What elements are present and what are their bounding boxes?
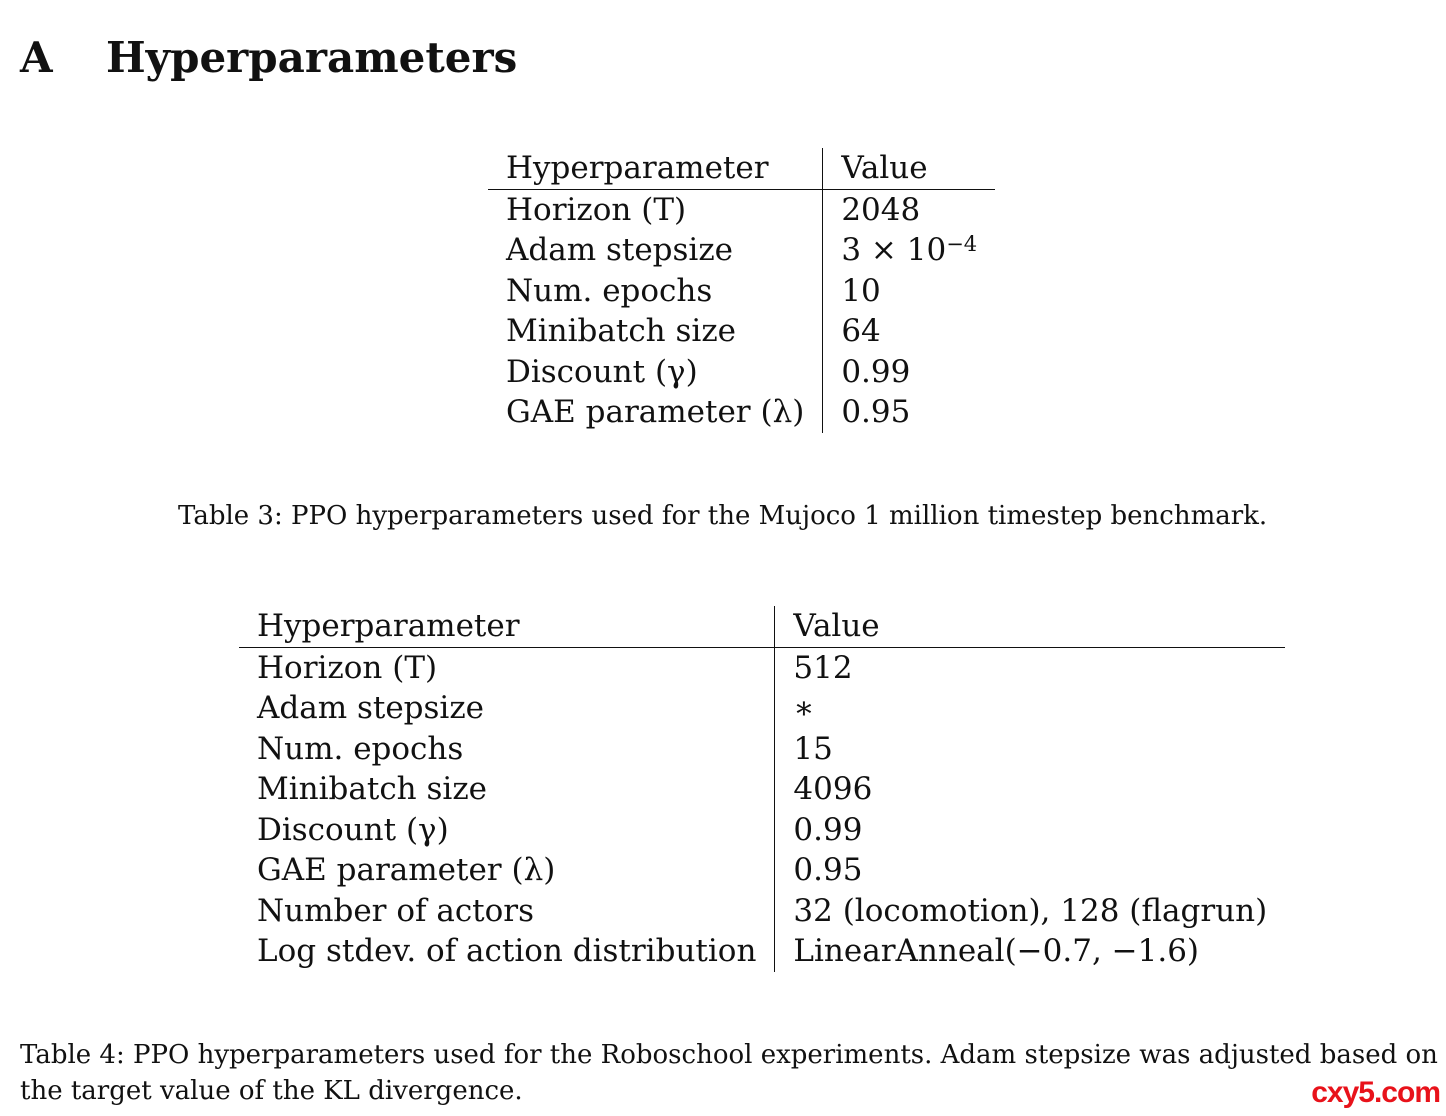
param-cell: Num. epochs <box>239 729 775 770</box>
value-text: 15 <box>793 730 833 767</box>
value-cell <box>823 352 995 393</box>
table-row <box>488 230 995 271</box>
section-heading <box>20 30 517 86</box>
watermark-logo: cxy5.com <box>1311 1076 1440 1109</box>
value-text: 64 <box>841 313 881 349</box>
param-cell: Minibatch size <box>239 769 775 810</box>
table-4-caption: Table 4: PPO hyperparameters used for the Roboschool experiments. Adam stepsize was adjusted based on the target value of the KL divergence. <box>20 1040 1438 1106</box>
param-cell: GAE parameter (λ) <box>488 392 823 433</box>
table-header-row <box>488 148 995 189</box>
value-text: 10 <box>841 272 881 309</box>
table-row <box>239 810 1285 851</box>
value-text: 2048 <box>841 191 921 228</box>
param-cell: Discount (γ) <box>239 810 775 851</box>
param-cell: Adam stepsize <box>239 688 775 729</box>
value-exponent: −4 <box>946 232 978 256</box>
table-4-body <box>239 606 1285 972</box>
table-3 <box>488 148 995 433</box>
param-cell: GAE parameter (λ) <box>239 850 775 891</box>
value-cell <box>775 810 1285 851</box>
header-hyperparameter: Hyperparameter <box>239 606 775 647</box>
param-cell: Log stdev. of action distribution <box>239 931 775 972</box>
value-text: ∗ <box>793 690 815 726</box>
value-cell <box>775 647 1285 688</box>
value-text: 0.99 <box>793 811 863 848</box>
table-row <box>239 729 1285 770</box>
value-cell <box>775 729 1285 770</box>
table-row <box>239 931 1285 972</box>
value-text: 32 (locomotion), 128 (flagrun) <box>793 892 1268 929</box>
value-text: LinearAnneal(−0.7, −1.6) <box>793 933 1200 969</box>
value-text: 0.95 <box>793 852 863 888</box>
table-row <box>488 189 995 230</box>
header-value: Value <box>775 606 1285 647</box>
value-text: 3 × 10 <box>841 232 947 268</box>
value-cell <box>775 688 1285 729</box>
header-hyperparameter: Hyperparameter <box>488 148 823 189</box>
table-row <box>239 647 1285 688</box>
table-row <box>488 311 995 352</box>
value-cell <box>823 311 995 352</box>
value-cell <box>823 230 995 271</box>
value-cell <box>775 769 1285 810</box>
param-cell: Discount (γ) <box>488 352 823 393</box>
param-cell: Horizon (T) <box>488 189 823 230</box>
value-text: 512 <box>793 649 853 686</box>
section-title: Hyperparameters <box>106 33 518 82</box>
header-value: Value <box>823 148 995 189</box>
value-cell <box>823 271 995 312</box>
table-3-caption: Table 3: PPO hyperparameters used for the Mujoco 1 million timestep benchmark. <box>178 501 1268 531</box>
param-cell: Number of actors <box>239 891 775 932</box>
table-row <box>239 891 1285 932</box>
table-row <box>239 688 1285 729</box>
table-row <box>239 850 1285 891</box>
table-header-row <box>239 606 1285 647</box>
param-cell: Adam stepsize <box>488 230 823 271</box>
value-cell <box>823 189 995 230</box>
table-row <box>488 352 995 393</box>
table-row <box>488 392 995 433</box>
table-row <box>488 271 995 312</box>
value-text: 0.95 <box>841 394 911 430</box>
table-row <box>239 769 1285 810</box>
value-cell <box>775 891 1285 932</box>
param-cell: Minibatch size <box>488 311 823 352</box>
param-cell: Num. epochs <box>488 271 823 312</box>
param-cell: Horizon (T) <box>239 647 775 688</box>
value-text: 0.99 <box>841 353 911 390</box>
table-3-body <box>488 148 995 433</box>
value-cell <box>823 392 995 433</box>
value-text: 4096 <box>793 771 873 807</box>
value-cell <box>775 931 1285 972</box>
value-cell <box>775 850 1285 891</box>
section-number: A <box>20 33 53 82</box>
table-4 <box>239 606 1285 972</box>
